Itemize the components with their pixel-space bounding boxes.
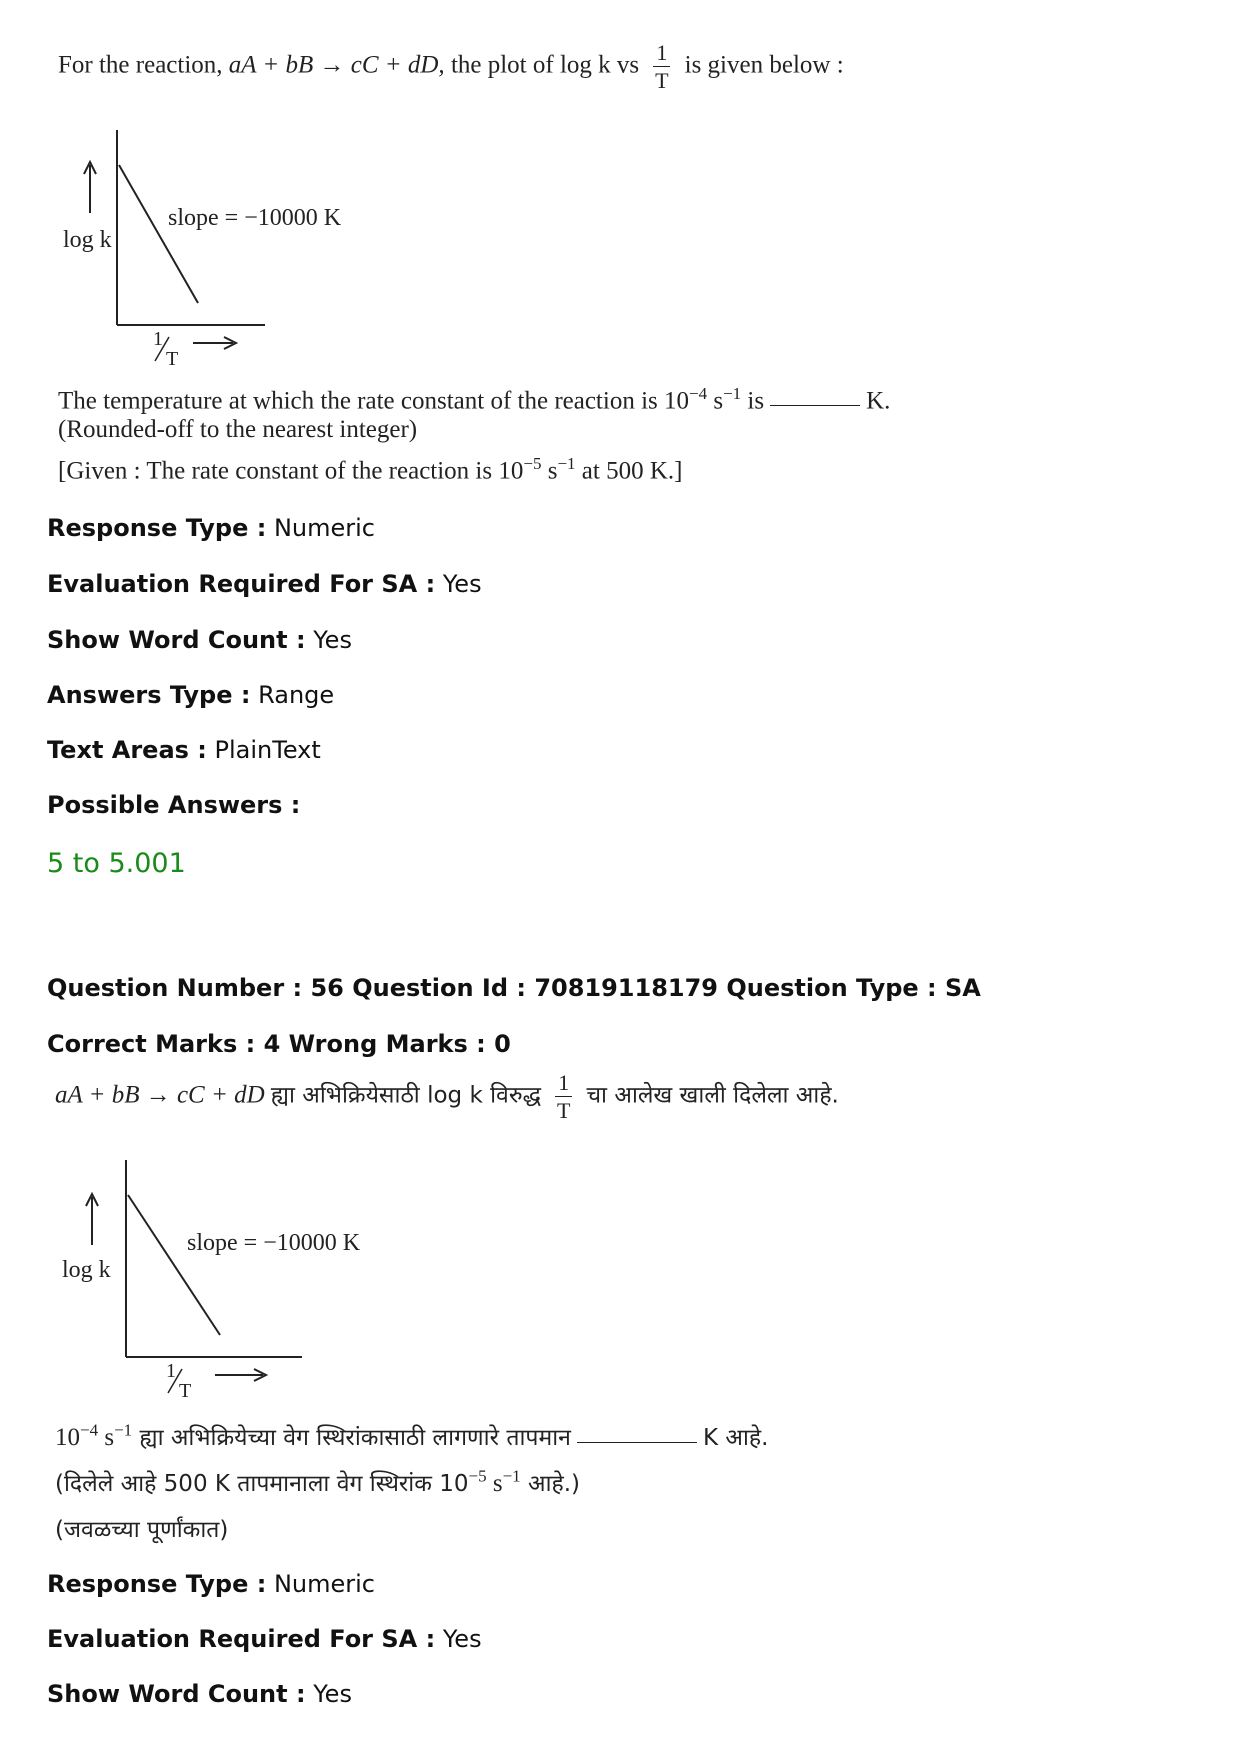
q55-stem-post: is given below : <box>684 51 844 79</box>
x-label-num: 1 <box>166 1360 176 1382</box>
y-axis-label: log k <box>62 1257 111 1283</box>
answers-type: Answers Type : Range <box>47 681 335 709</box>
q56-fraction: $\frac{1}{T}$ <box>556 1070 571 1123</box>
q56-line1: $10^{-4}$ $s^{-1}$ ह्या अभिक्रियेच्या वेग स्थिरांकासाठी लागणारे तापमान K आहे. <box>55 1420 769 1451</box>
q56-header: Question Number : 56 Question Id : 70819118179 Question Type : SA <box>47 974 981 1002</box>
q56-show-word-count: Show Word Count : Yes <box>47 1680 352 1708</box>
plot-line <box>128 1195 220 1335</box>
x-label-den: T <box>166 348 179 370</box>
show-word-count: Show Word Count : Yes <box>47 626 352 654</box>
y-axis-label: log k <box>63 227 112 253</box>
q56-stem-mid: ह्या अभिक्रियेसाठी log k विरुद्ध <box>270 1082 541 1109</box>
q55-stem-pre: For the reaction, <box>58 51 223 79</box>
q55-stem <box>58 42 844 92</box>
q55-line1: The temperature at which the rate constant of the reaction is $10^{-4}$ $s^{-1}$ is K. <box>58 384 891 415</box>
possible-answer-value: 5 to 5.001 <box>47 848 186 879</box>
q56-response-type: Response Type : Numeric <box>47 1570 375 1598</box>
plot-line <box>119 165 198 303</box>
x-label-num: 1 <box>153 328 163 350</box>
possible-answers-label: Possible Answers : <box>47 791 301 819</box>
q56-stem-post: चा आलेख खाली दिलेला आहे. <box>586 1082 839 1109</box>
slope-label: slope = −10000 K <box>168 205 342 231</box>
q56-marks: Correct Marks : 4 Wrong Marks : 0 <box>47 1030 511 1058</box>
q56-evaluation-required: Evaluation Required For SA : Yes <box>47 1625 482 1653</box>
q55-graph <box>55 125 375 375</box>
slope-label: slope = −10000 K <box>187 1230 361 1256</box>
q55-fraction: $\frac{1}{T}$ <box>655 40 669 93</box>
response-type: Response Type : Numeric <box>47 514 375 542</box>
q55-reaction: aA + bB → cC + dD, <box>228 51 445 79</box>
text-areas: Text Areas : PlainText <box>47 736 321 764</box>
x-label-den: T <box>179 1380 192 1402</box>
evaluation-required: Evaluation Required For SA : Yes <box>47 570 482 598</box>
q56-line2: (दिलेले आहे 500 K तापमानाला वेग स्थिरांक $10^{-5}$ $s^{-1}$ आहे.) <box>55 1466 580 1497</box>
q56-stem <box>55 1072 839 1122</box>
answer-blank <box>770 405 860 406</box>
q55-line2: (Rounded-off to the nearest integer) <box>58 416 418 443</box>
q56-graph <box>55 1155 395 1405</box>
answer-blank <box>577 1442 697 1443</box>
q56-line3: (जवळच्या पूर्णांकात) <box>55 1517 229 1543</box>
q55-line3: [Given : The rate constant of the reaction is $10^{-5}$ $s^{-1}$ at 500 K.] <box>58 454 683 485</box>
q56-reaction: aA + bB → cC + dD <box>55 1081 265 1109</box>
q55-stem-mid: the plot of log k vs <box>450 51 640 79</box>
